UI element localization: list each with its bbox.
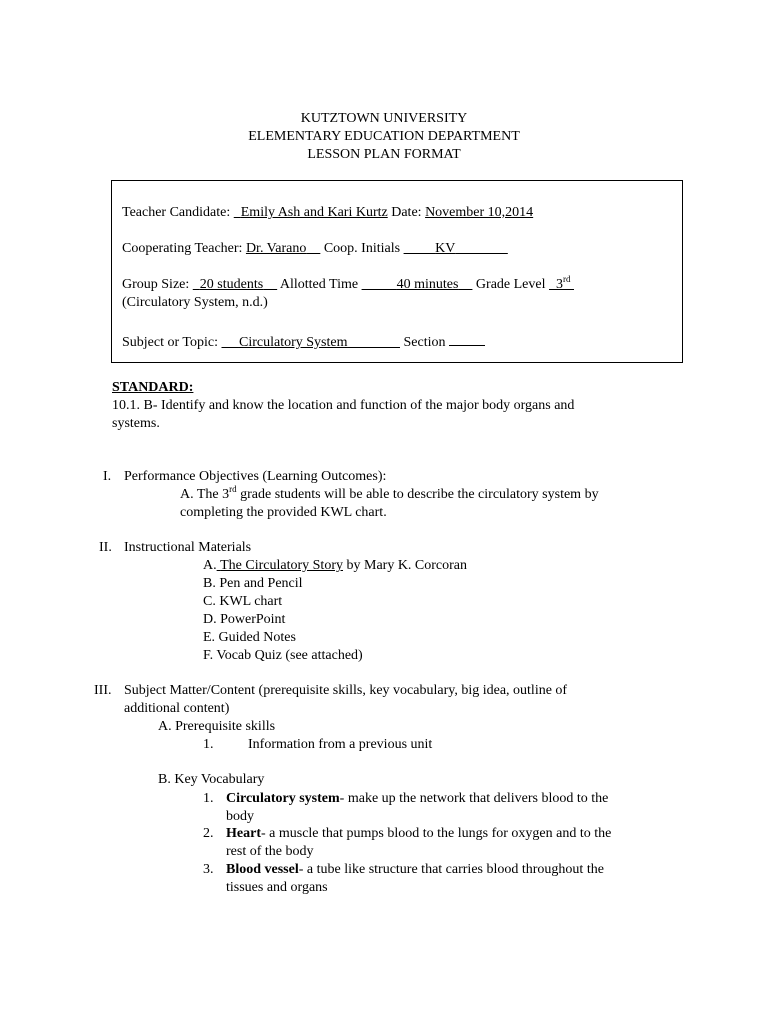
material-item: D. PowerPoint: [203, 612, 286, 627]
date-label: Date:: [391, 205, 422, 220]
group-size-value: 20 students: [199, 277, 264, 292]
citation-text: (Circulatory System, n.d.): [122, 295, 268, 310]
material-item: A. The Circulatory Story by Mary K. Corcoran: [203, 558, 468, 573]
vocab-term: Heart: [226, 826, 261, 841]
grade-level-value: 3rd: [556, 274, 571, 292]
prerequisite-item-number: 1.: [203, 737, 214, 752]
vocab-item: Circulatory system- make up the network that delivers blood to the: [226, 791, 609, 806]
teacher-candidate-value: Emily Ash and Kari Kurtz: [240, 205, 388, 220]
standard-text-line1: 10.1. B- Identify and know the location and function of the major body organs and: [112, 398, 575, 413]
standard-text-line2: systems.: [112, 416, 160, 431]
objective-a: A. The 3rd grade students will be able to describe the circulatory system by: [180, 484, 599, 502]
section-ii-title: Instructional Materials: [124, 540, 252, 555]
vocab-item-number: 2.: [203, 826, 214, 841]
prerequisite-skills-heading: A. Prerequisite skills: [158, 719, 276, 734]
section-iii-numeral: III.: [94, 683, 112, 698]
vocab-item-number: 1.: [203, 791, 214, 806]
section-iii-title-line1: Subject Matter/Content (prerequisite skills, key vocabulary, big idea, outline of: [124, 683, 568, 698]
date-value: November 10,2014: [425, 205, 534, 220]
objective-a-line2: completing the provided KWL chart.: [180, 505, 387, 520]
material-item: B. Pen and Pencil: [203, 576, 303, 591]
section-iii-title-line2: additional content): [124, 701, 230, 716]
vocab-term: Blood vessel: [226, 862, 299, 877]
cooperating-teacher-row: [122, 240, 508, 258]
grade-level-label: Grade Level: [475, 277, 546, 292]
coop-initials-value: KV: [435, 241, 456, 256]
material-item: C. KWL chart: [203, 594, 283, 609]
teacher-candidate-label: Teacher Candidate:: [122, 205, 231, 220]
vocab-item: Blood vessel- a tube like structure that carries blood throughout the: [226, 862, 604, 877]
vocab-term: Circulatory system: [226, 791, 340, 806]
department-title: ELEMENTARY EDUCATION DEPARTMENT: [248, 129, 520, 144]
material-item: E. Guided Notes: [203, 630, 296, 645]
university-title: KUTZTOWN UNIVERSITY: [300, 111, 468, 126]
section-ii-numeral: II.: [99, 540, 112, 555]
cooperating-teacher-value: Dr. Varano: [245, 241, 307, 256]
vocab-item-line2: rest of the body: [226, 844, 314, 859]
vocab-item-line2: tissues and organs: [226, 880, 328, 895]
section-i-title: Performance Objectives (Learning Outcomes):: [124, 469, 387, 484]
material-item: F. Vocab Quiz (see attached): [203, 648, 363, 663]
vocab-item-line2: body: [226, 809, 254, 824]
subject-label: Subject or Topic:: [122, 335, 218, 350]
section-label: Section: [403, 335, 446, 350]
key-vocabulary-heading: B. Key Vocabulary: [158, 772, 265, 787]
teacher-candidate-row: [122, 204, 533, 222]
section-i-numeral: I.: [103, 469, 112, 484]
group-size-label: Group Size:: [122, 277, 190, 292]
coop-initials-label: Coop. Initials: [323, 241, 401, 256]
vocab-item-number: 3.: [203, 862, 214, 877]
vocab-item: Heart- a muscle that pumps blood to the lungs for oxygen and to the: [226, 826, 612, 841]
prerequisite-item-text: Information from a previous unit: [248, 737, 433, 752]
cooperating-teacher-label: Cooperating Teacher:: [122, 241, 243, 256]
subject-value: Circulatory System: [238, 335, 348, 350]
group-size-row: [122, 276, 574, 294]
document-title: LESSON PLAN FORMAT: [307, 147, 461, 162]
allotted-time-label: Allotted Time: [279, 277, 359, 292]
section-blank: [449, 330, 485, 346]
allotted-time-value: 40 minutes: [396, 277, 459, 292]
standard-heading: STANDARD:: [112, 380, 194, 395]
subject-row: [122, 330, 485, 352]
